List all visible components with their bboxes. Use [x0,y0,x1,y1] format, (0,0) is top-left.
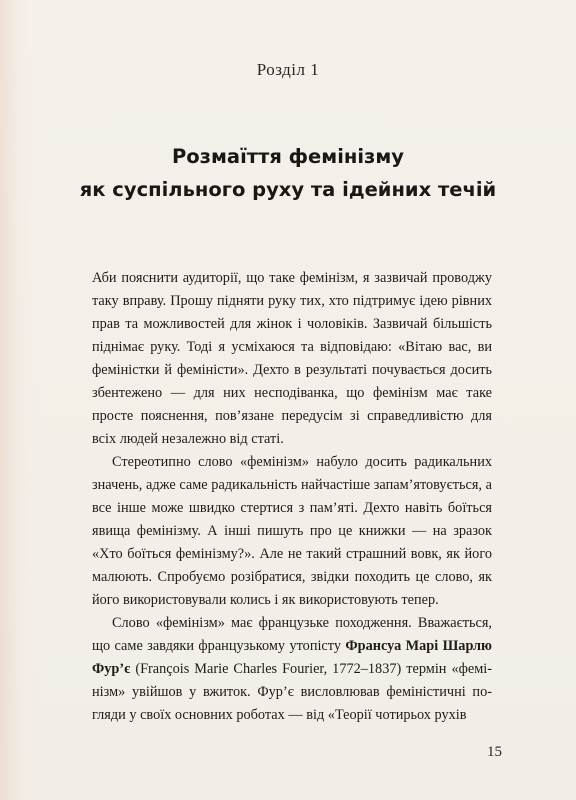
paragraph-3-text-end: (François Marie Charles Fourier, 1772–1837) термін «фемінізм» увійшов у вжиток. Фур’є висловлював феміністичні погляди у своїх основних роботах — від «Теорії чотирьох рухів [92,661,492,723]
chapter-title-line-1: Розмаїття фемінізму [171,145,405,168]
chapter-label: Розділ 1 [256,60,320,79]
page-number: 15 [487,744,502,760]
person-name-fourier: Франсуа Марі Шарлю Фур’є [92,638,492,677]
paragraph-1: Аби пояснити аудиторії, що таке фемінізм, я зазвичай проводжу таку вправу. Прошу підняти руку тих, хто підтримує ідею рівних прав та можливостей для жінок і чоловіків. Зазвичай більшість піднімає руку. Тоді я усміхаюся та відповідаю: «Вітаю вас, ви феміністки й феміністи». Дехто в результаті почувається досить збентежено — для них несподіванка, що фемінізм має таке просте пояснення, пов’язане передусім зі справедливістю для всіх людей незалежно від статі. [92,270,492,447]
body-text [92,267,492,727]
paragraph-3 [92,612,492,727]
chapter-title-line-2: як суспільного руху та ідейних течій [79,178,497,201]
paragraph-3-text-start: Слово «фемінізм» має французьке походження. Вважається, що саме завдяки французькому утопісту [92,615,492,654]
paragraph-2: Стереотипно слово «фемінізм» набуло досить радикальних значень, адже саме радикальність найчастіше запам’ятовується, а все інше може швидко стертися з пам’яті. Дехто навіть боїться явища фемінізму. А інші пишуть про це книжки — на зразок «Хто боїться фемінізму?». Але не такий страшний вовк, як його малюють. Спробуємо розібратися, звідки походить це слово, як його використовували колись і як використовують тепер. [92,454,492,608]
chapter-title [0,140,576,206]
